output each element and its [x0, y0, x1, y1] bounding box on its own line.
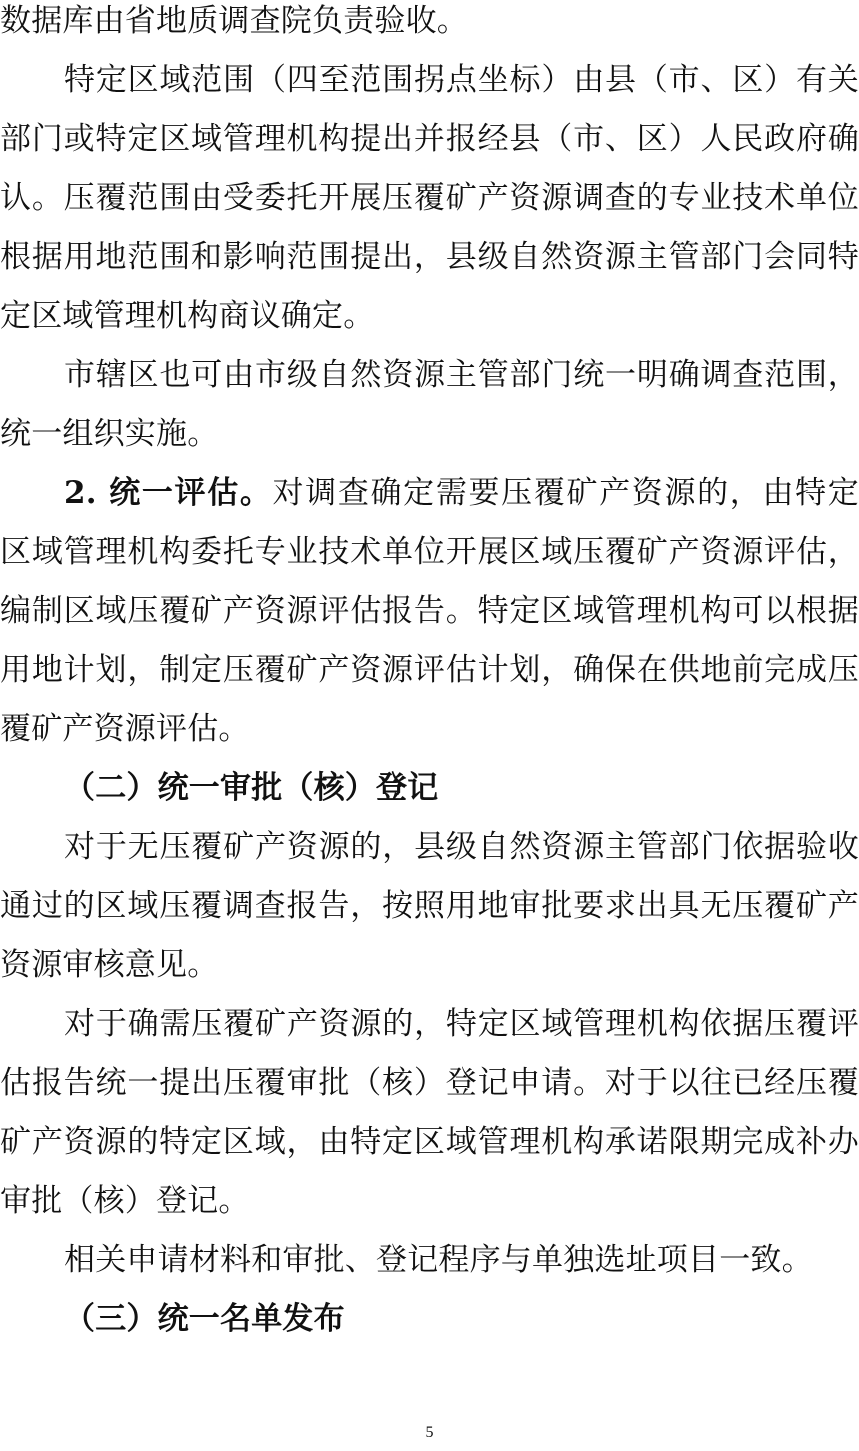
- paragraph-line: 对于无压覆矿产资源的，县级自然资源主管部门依据验收: [64, 829, 859, 865]
- paragraph-line: 部门或特定区域管理机构提出并报经县（市、区）人民政府确: [0, 121, 859, 157]
- paragraph-line: 根据用地范围和影响范围提出，县级自然资源主管部门会同特: [0, 239, 859, 275]
- section-heading: （三）统一名单发布: [64, 1301, 345, 1337]
- paragraph-line: 定区域管理机构商议确定。: [0, 298, 375, 334]
- paragraph-line: 编制区域压覆矿产资源评估报告。特定区域管理机构可以根据: [0, 593, 859, 629]
- paragraph-line: 估报告统一提出压覆审批（核）登记申请。对于以往已经压覆: [0, 1065, 859, 1101]
- paragraph-line: 矿产资源的特定区域，由特定区域管理机构承诺限期完成补办: [0, 1124, 859, 1160]
- section-heading: （二）统一审批（核）登记: [64, 770, 439, 806]
- paragraph-line: 认。压覆范围由受委托开展压覆矿产资源调查的专业技术单位: [0, 180, 859, 216]
- paragraph-line: 统一组织实施。: [0, 416, 219, 452]
- paragraph-text: 对调查确定需要压覆矿产资源的，由特定: [272, 475, 859, 511]
- paragraph-line: 资源审核意见。: [0, 947, 219, 983]
- section-heading-inline: 2. 统一评估。: [64, 475, 273, 511]
- paragraph-line: 数据库由省地质调查院负责验收。: [0, 3, 468, 39]
- page-number: 5: [425, 1424, 434, 1441]
- paragraph-line: 区域管理机构委托专业技术单位开展区域压覆矿产资源评估，: [0, 534, 859, 570]
- paragraph-line: 覆矿产资源评估。: [0, 711, 250, 747]
- paragraph-line-with-heading: [0, 466, 859, 520]
- paragraph-line: 对于确需压覆矿产资源的，特定区域管理机构依据压覆评: [64, 1006, 859, 1042]
- paragraph-line: 用地计划，制定压覆矿产资源评估计划，确保在供地前完成压: [0, 652, 859, 688]
- paragraph-line: 通过的区域压覆调查报告，按照用地审批要求出具无压覆矿产: [0, 888, 859, 924]
- paragraph-line: 特定区域范围（四至范围拐点坐标）由县（市、区）有关: [64, 62, 859, 98]
- paragraph-line: 审批（核）登记。: [0, 1183, 250, 1219]
- paragraph-line: 市辖区也可由市级自然资源主管部门统一明确调查范围，: [64, 357, 859, 393]
- paragraph-line: 相关申请材料和审批、登记程序与单独选址项目一致。: [64, 1242, 813, 1278]
